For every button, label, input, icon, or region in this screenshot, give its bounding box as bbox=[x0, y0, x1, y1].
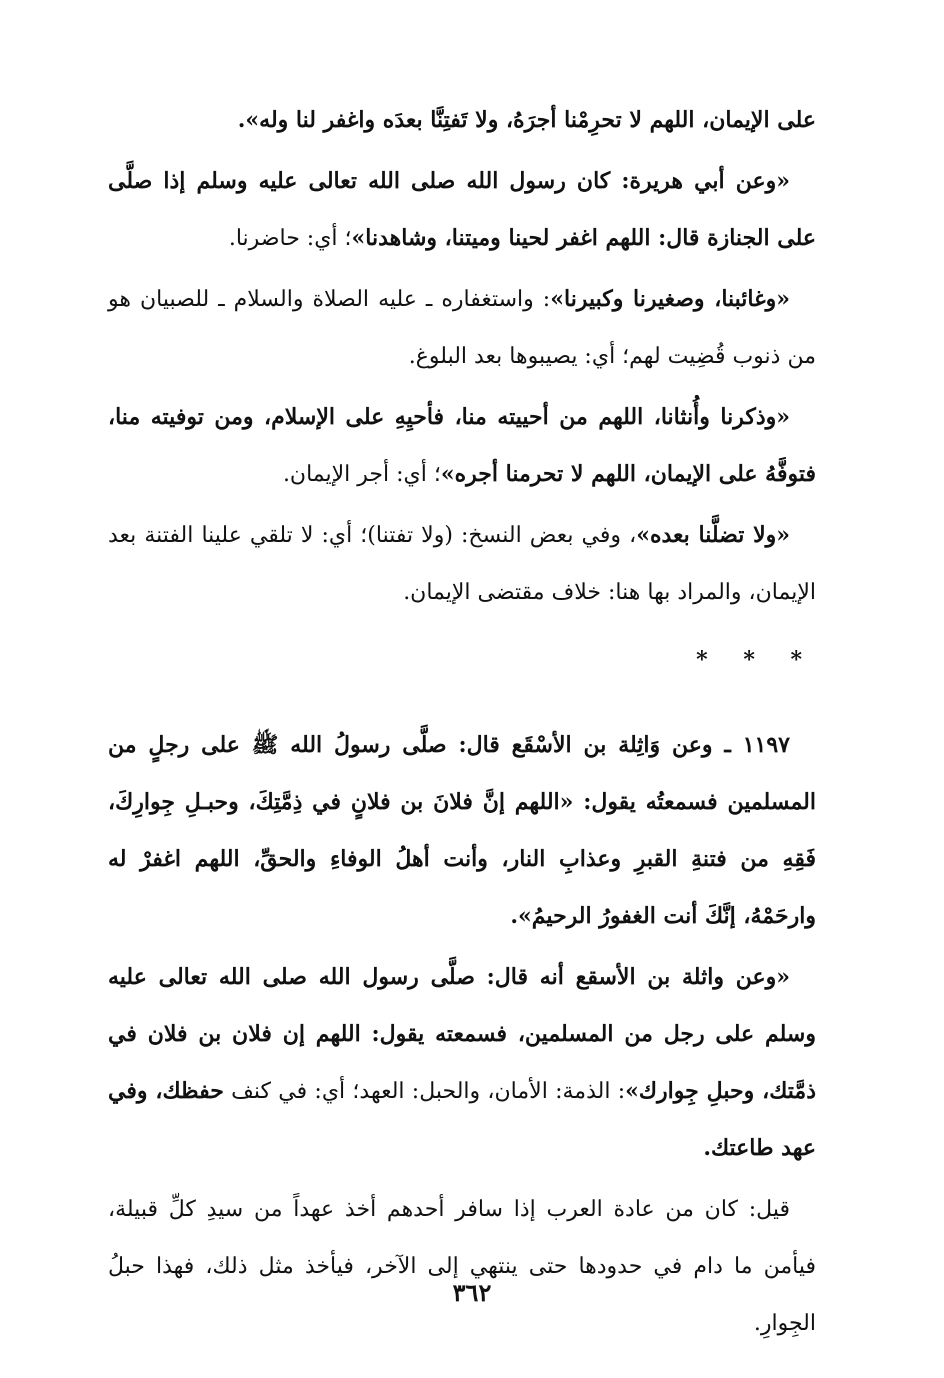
paragraph bbox=[108, 271, 816, 385]
paragraph bbox=[108, 949, 816, 1177]
text-block-upper bbox=[108, 92, 816, 621]
bold-text-segment: «وذكرنا وأُنثانا، اللهم من أحييته منا، فأحيِهِ على الإسلام، ومن توفيته منا، فتوفَّهُ على الإيمان، اللهم لا تحرمنا أجره» bbox=[108, 404, 816, 487]
bold-text-segment: «وعن أبي هريرة: كان رسول الله صلى الله تعالى عليه وسلم إذا صلَّى على الجنازة قال: اللهم اغفر لحينا وميتنا، وشاهدنا» bbox=[108, 168, 816, 251]
text-block-lower bbox=[108, 717, 816, 1352]
paragraph bbox=[108, 153, 816, 267]
paragraph bbox=[108, 507, 816, 621]
paragraph bbox=[108, 717, 816, 945]
text-segment: ؛ أي: أجر الإيمان. bbox=[282, 462, 441, 487]
bold-text-segment: «وغائبنا، وصغيرنا وكبيرنا» bbox=[550, 286, 791, 312]
text-segment: ، وفي بعض النسخ: (ولا تفتنا)؛ أي: لا تلقي علينا الفتنة بعد الإيمان، والمراد بها هنا: خلاف مقتضى الإيمان. bbox=[108, 523, 816, 605]
paragraph bbox=[108, 389, 816, 503]
page-body bbox=[108, 92, 816, 1352]
paragraph bbox=[108, 92, 816, 149]
text-segment: قيل: كان من عادة العرب إذا سافر أحدهم أخذ عهداً من سيدِ كلِّ قبيلة، فيأمن ما دام في حدودها حتى ينتهي إلى الآخر، فيأخذ مثل ذلك، فهذا حبلُ الجِوارِ. bbox=[108, 1197, 816, 1336]
bold-text-segment: على الإيمان، اللهم لا تحرِمْنا أجرَهُ، ولا تَفتِنَّا بعدَه واغفر لنا وله». bbox=[237, 107, 816, 133]
bold-text-segment: «ولا تضلَّنا بعده» bbox=[636, 522, 790, 548]
bold-text-segment: ١١٩٧ ـ وعن وَاثِلة بن الأسْقَع قال: صلَّى رسولُ الله ﷺ على رجلٍ من المسلمين فسمعتُه يقول: «اللهم إنَّ فلانَ بن فلانٍ في ذِمَّتِكَ، وحبـلِ جِوارِكَ، فَقِهِ من فتنةِ القبرِ وعذابِ النار، وأنت أهلُ الوفاءِ والحقِّ، اللهم اغفرْ له وارحَمْهُ، إنَّكَ أنت الغفورُ الرحيمُ». bbox=[108, 732, 816, 929]
text-segment: : واستغفاره ـ عليه الصلاة والسلام ـ للصبيان هو من ذنوب قُضِيت لهم؛ أي: يصيبوها بعد البلوغ. bbox=[108, 287, 816, 369]
text-segment: ؛ أي: حاضرنا. bbox=[228, 226, 352, 251]
section-separator: * * * bbox=[696, 647, 816, 673]
bold-text-segment: «وعن واثلة بن الأسقع أنه قال: صلَّى رسول الله صلى الله تعالى عليه وسلم على رجل من المسلمين، فسمعته يقول: اللهم إن فلان بن فلان في ذمَّتك، وحبلِ جِوارك» bbox=[108, 964, 817, 1104]
paragraph bbox=[108, 1181, 816, 1352]
text-segment: : الذمة: الأمان، والحبل: العهد؛ أي: في كنف bbox=[223, 1079, 626, 1104]
bold-text-segment: حفظك، وفي عهد طاعتك. bbox=[108, 1078, 816, 1161]
page-number: ٣٦٢ bbox=[452, 1278, 492, 1307]
